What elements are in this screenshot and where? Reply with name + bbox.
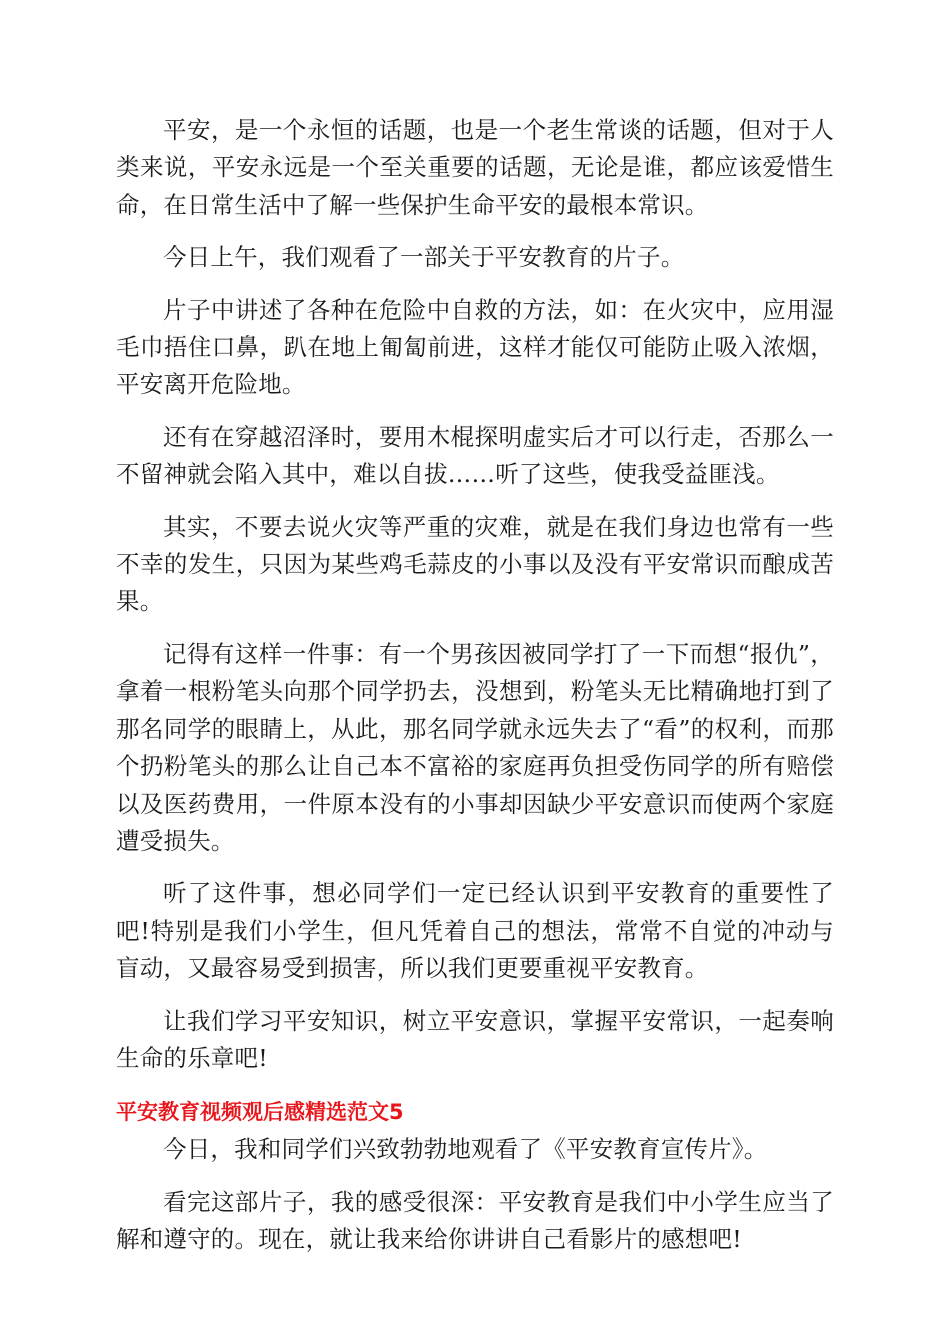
section-heading: 平安教育视频观后感精选范文5: [116, 1100, 404, 1125]
paragraph: 听了这件事，想必同学们一定已经认识到平安教育的重要性了吧!特别是我们小学生，但凡凭着自己的想法，常常不自觉的冲动与盲动，又最容易受到损害，所以我们更要重视平安教育。: [116, 879, 834, 983]
paragraph: 让我们学习平安知识，树立平安意识，掌握平安常识，一起奏响生命的乐章吧!: [116, 1006, 834, 1072]
paragraph: 片子中讲述了各种在危险中自救的方法，如：在火灾中，应用湿毛巾捂住口鼻，趴在地上匍匐前进，这样才能仅可能防止吸入浓烟，平安离开危险地。: [116, 295, 834, 399]
paragraph: 记得有这样一件事：有一个男孩因被同学打了一下而想“报仇”，拿着一根粉笔头向那个同学扔去，没想到，粉笔头无比精确地打到了那名同学的眼睛上，从此，那名同学就永远失去了“看”的权利，而那个扔粉笔头的那么让自己本不富裕的家庭再负担受伤同学的所有赔偿以及医药费用，一件原本没有的小事却因缺少平安意识而使两个家庭遭受损失。: [116, 639, 834, 855]
document-body: [116, 112, 834, 1274]
paragraph: 看完这部片子，我的感受很深：平安教育是我们中小学生应当了解和遵守的。现在，就让我来给你讲讲自己看影片的感想吧!: [116, 1187, 834, 1254]
paragraph: 平安，是一个永恒的话题，也是一个老生常谈的话题，但对于人类来说，平安永远是一个至关重要的话题，无论是谁，都应该爱惜生命，在日常生活中了解一些保护生命平安的最根本常识。: [116, 116, 834, 219]
paragraph: 其实，不要去说火灾等严重的灾难，就是在我们身边也常有一些不幸的发生，只因为某些鸡毛蒜皮的小事以及没有平安常识而酿成苦果。: [116, 512, 834, 616]
paragraph: 还有在穿越沼泽时，要用木棍探明虚实后才可以行走，否那么一不留神就会陷入其中，难以自拔……听了这些，使我受益匪浅。: [116, 422, 834, 489]
paragraph: 今日上午，我们观看了一部关于平安教育的片子。: [163, 243, 685, 272]
paragraph: 今日，我和同学们兴致勃勃地观看了《平安教育宣传片》。: [163, 1135, 768, 1164]
